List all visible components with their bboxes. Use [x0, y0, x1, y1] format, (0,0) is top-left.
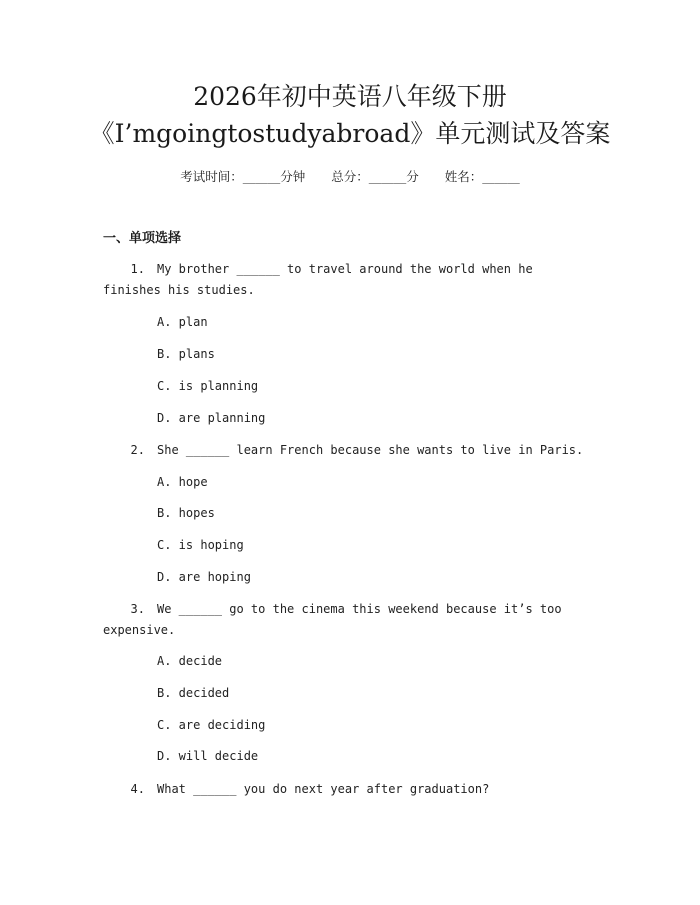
option: B. decided — [157, 686, 230, 700]
option: C. is planning — [157, 379, 259, 393]
question-number: 3. — [130, 602, 145, 616]
option: A. decide — [157, 654, 223, 668]
question-text: We ______ go to the cinema this weekend because it’s too expensive. — [103, 602, 562, 637]
exam-meta — [0, 168, 700, 186]
question-1 — [103, 259, 593, 301]
option: D. are planning — [157, 411, 266, 425]
option: D. are hoping — [157, 570, 251, 584]
total-score-field: 总分：______分 — [331, 169, 419, 184]
question-text: My brother ______ to travel around the world when he finishes his studies. — [103, 262, 533, 297]
document-title-line1: 2026年初中英语八年级下册 — [193, 82, 507, 111]
name-field: 姓名：______ — [444, 169, 520, 184]
option: B. plans — [157, 347, 215, 361]
question-4 — [103, 779, 593, 800]
exam-time-field: 考试时间：______分钟 — [180, 169, 306, 184]
question-number: 4. — [130, 782, 145, 796]
question-2 — [103, 440, 593, 461]
option: C. is hoping — [157, 538, 244, 552]
option: C. are deciding — [157, 718, 266, 732]
question-text: She ______ learn French because she wants to live in Paris. — [157, 443, 584, 457]
option: A. hope — [157, 475, 208, 489]
question-number: 2. — [130, 443, 145, 457]
question-text: What ______ you do next year after graduation? — [157, 782, 490, 796]
option: D. will decide — [157, 749, 259, 763]
question-3 — [103, 599, 593, 641]
option: B. hopes — [157, 506, 215, 520]
option: A. plan — [157, 315, 208, 329]
document-title-line2: 《I’mgoingtostudyabroad》单元测试及答案 — [89, 119, 611, 148]
section-heading: 一、单项选择 — [103, 231, 182, 246]
question-number: 1. — [130, 262, 145, 276]
